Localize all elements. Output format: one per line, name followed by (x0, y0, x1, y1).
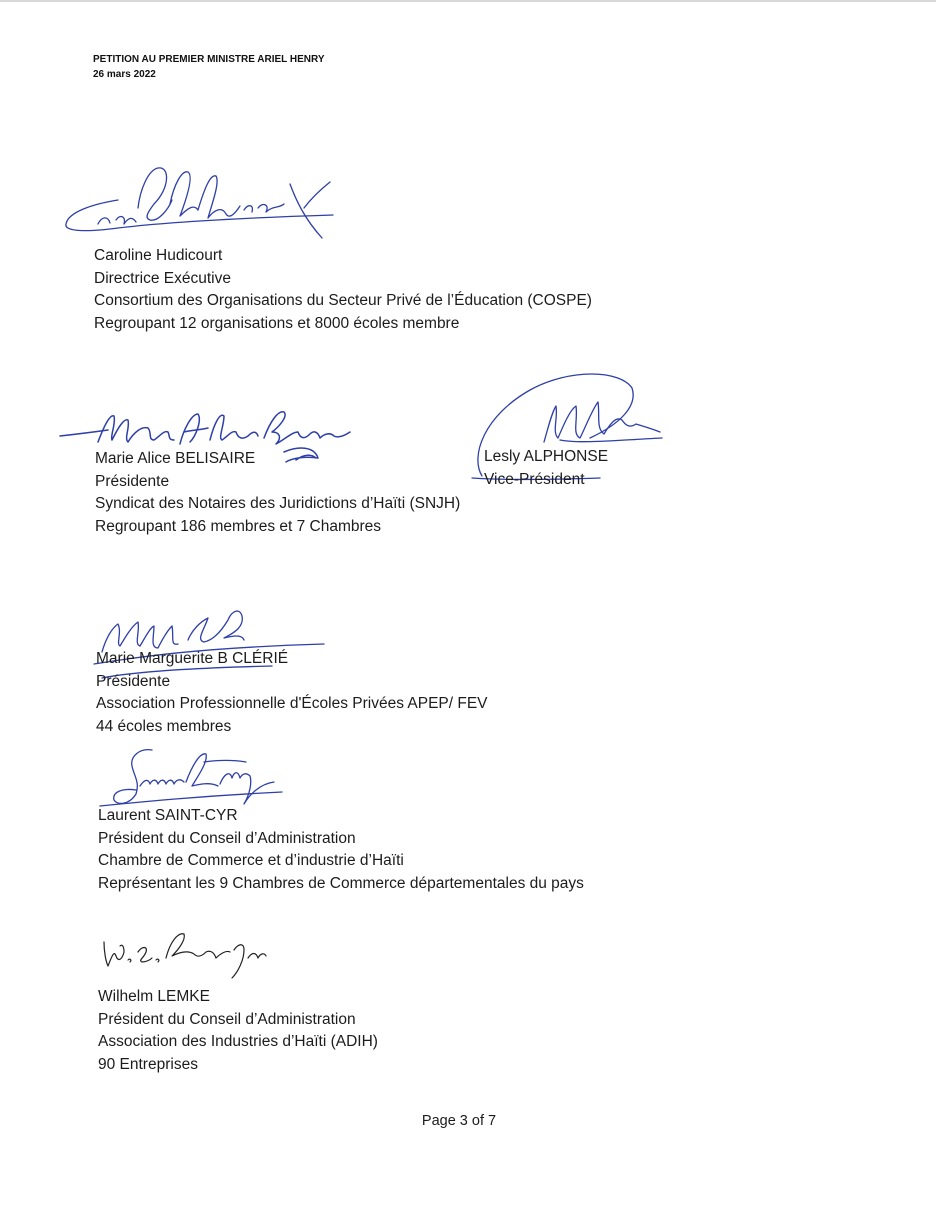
signatory-name: Caroline Hudicourt (94, 247, 223, 264)
signatory-block-saint-cyr (98, 805, 584, 895)
signatory-organization: Consortium des Organisations du Secteur Privé de l’Éducation (COSPE) (94, 292, 592, 310)
signatory-organization: Association Professionnelle d'Écoles Privées APEP/ FEV (96, 695, 488, 713)
signatory-block-belisaire (95, 448, 460, 538)
signatory-detail: Représentant les 9 Chambres de Commerce départementales du pays (98, 874, 584, 892)
signatory-name: Marie Marguerite B CLÉRIÉ (96, 650, 289, 667)
signatory-block-lemke (98, 986, 378, 1076)
signature-lemke (98, 922, 273, 980)
signatory-block-clerie (96, 648, 488, 738)
signatory-title: Vice-Président (484, 470, 585, 488)
signatory-name: Lesly ALPHONSE (484, 448, 609, 465)
page-top-border (0, 0, 936, 2)
page-number: Page 3 of 7 (421, 1113, 497, 1129)
signatory-name: Laurent SAINT-CYR (98, 807, 238, 824)
document-header (93, 52, 325, 82)
petition-date: 26 mars 2022 (93, 69, 156, 80)
signatory-name: Marie Alice BELISAIRE (95, 450, 256, 467)
signatory-organization: Syndicat des Notaires des Juridictions d’Haïti (SNJH) (95, 495, 461, 513)
page-footer (0, 1113, 936, 1129)
signatory-title: Présidente (96, 672, 171, 690)
signatory-organization: Chambre de Commerce et d’industrie d’Haïti (98, 852, 404, 870)
signatory-detail: 44 écoles membres (96, 717, 232, 735)
signatory-title: Directrice Exécutive (94, 269, 231, 287)
petition-title: PETITION AU PREMIER MINISTRE ARIEL HENRY (93, 54, 325, 65)
signatory-title: Président du Conseil d’Administration (98, 829, 356, 847)
signatory-detail: Regroupant 186 membres et 7 Chambres (95, 517, 382, 535)
signatory-title: Présidente (95, 472, 170, 490)
signatory-detail: Regroupant 12 organisations et 8000 écoles membre (94, 314, 460, 332)
signatory-organization: Association des Industries d’Haïti (ADIH) (98, 1033, 378, 1051)
signatory-name: Wilhelm LEMKE (98, 988, 210, 1005)
signature-hudicourt (58, 160, 343, 245)
signatory-block-alphonse (484, 446, 608, 491)
signatory-detail: 90 Entreprises (98, 1055, 198, 1073)
signatory-block-hudicourt (94, 245, 592, 335)
signatory-title: Président du Conseil d’Administration (98, 1010, 356, 1028)
